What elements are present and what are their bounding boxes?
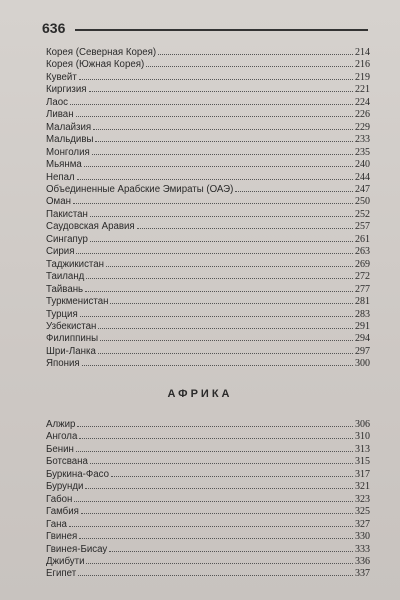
section-title-africa: АФРИКА [167,388,233,400]
toc-entry-name: Джибути [46,555,85,567]
toc-entry-name: Буркина-Фасо [46,468,109,480]
toc-entry-page: 330 [355,531,370,543]
toc-entry-name: Киргизия [46,84,87,96]
toc-entry [46,480,370,492]
toc-entry-name: Турция [46,308,78,320]
toc-entry-name: Непал [46,171,75,183]
africa-toc-list [46,418,370,580]
toc-entry [46,332,370,344]
toc-entry-page: 291 [355,320,370,332]
toc-entry [46,543,370,555]
toc-entry [46,567,370,579]
toc-leader-dots [79,530,353,539]
toc-entry [46,518,370,530]
toc-entry [46,71,370,83]
toc-entry-name: Оман [46,196,71,208]
toc-leader-dots [86,555,353,564]
toc-leader-dots [95,133,353,142]
toc-entry-name: Алжир [46,419,76,430]
toc-leader-dots [137,220,353,229]
toc-entry [46,493,370,505]
toc-leader-dots [69,518,353,527]
toc-entry [46,133,370,145]
toc-entry-name: Египет [46,568,77,580]
toc-entry [46,357,370,369]
toc-entry [46,308,370,320]
toc-entry [46,245,370,257]
toc-leader-dots [76,108,353,117]
toc-leader-dots [78,567,353,576]
toc-entry-page: 216 [355,59,370,71]
toc-entry [46,195,370,207]
toc-entry-page: 252 [355,208,370,220]
toc-entry-page: 310 [355,431,370,443]
toc-entry [46,83,370,95]
toc-leader-dots [80,308,353,317]
toc-leader-dots [81,505,353,514]
toc-entry [46,468,370,480]
toc-entry-name: Бенин [46,443,74,455]
toc-entry-page: 261 [355,233,370,245]
toc-entry-name: Филиппины [46,333,99,345]
toc-entry-name: Ливан [46,109,74,121]
toc-leader-dots [76,245,353,254]
toc-entry-page: 317 [355,468,370,480]
toc-entry-page: 300 [355,358,370,370]
toc-entry-name: Таиланд [46,271,85,283]
toc-leader-dots [98,345,353,354]
toc-entry-page: 294 [355,333,370,345]
toc-entry-name: Шри-Ланка [46,345,96,357]
toc-entry-page: 321 [355,481,370,493]
toc-entry [46,505,370,517]
toc-entry [46,158,370,170]
toc-leader-dots [92,146,353,155]
toc-entry-name: Гана [46,518,67,530]
toc-entry [46,146,370,158]
toc-leader-dots [109,543,353,552]
toc-entry-page: 250 [355,196,370,208]
toc-entry [46,208,370,220]
toc-entry-page: 336 [355,555,370,567]
toc-entry [46,183,370,195]
toc-entry-page: 221 [355,84,370,96]
toc-entry-name: Узбекистан [46,320,97,332]
toc-entry-name: Япония [46,358,80,370]
toc-leader-dots [106,258,353,267]
toc-entry-name: Саудовская Аравия [46,221,135,233]
toc-entry [46,430,370,442]
toc-entry-page: 323 [355,493,370,505]
toc-entry-name: Мальдивы [46,134,94,146]
toc-leader-dots [85,480,353,489]
toc-entry [46,530,370,542]
toc-entry [46,455,370,467]
asia-toc-list [46,46,370,370]
toc-entry-page: 313 [355,443,370,455]
toc-entry [46,283,370,295]
toc-entry [46,295,370,307]
toc-entry [46,270,370,282]
toc-entry-name: Ботсвана [46,456,88,468]
toc-entry-name: Габон [46,493,73,505]
toc-entry-name: Кувейт [46,71,77,83]
toc-leader-dots [93,121,353,130]
toc-entry-page: 277 [355,283,370,295]
toc-entry [46,345,370,357]
toc-leader-dots [235,183,353,192]
toc-entry-page: 244 [355,171,370,183]
toc-entry-name: Тайвань [46,283,84,295]
toc-entry [46,58,370,70]
toc-entry-page: 283 [355,308,370,320]
toc-entry-name: Бурунди [46,481,84,493]
page-header [42,20,368,36]
toc-entry-page: 333 [355,543,370,555]
toc-entry-page: 219 [355,71,370,83]
toc-entry-name: Сирия [46,246,75,258]
toc-leader-dots [86,270,353,279]
toc-entry-page: 272 [355,271,370,283]
toc-leader-dots [146,58,353,67]
toc-entry-name: Ангола [46,431,78,443]
toc-entry [46,443,370,455]
toc-leader-dots [84,158,353,167]
toc-leader-dots [77,418,353,427]
toc-entry [46,171,370,183]
toc-leader-dots [70,96,353,105]
toc-entry [46,233,370,245]
toc-leader-dots [90,208,353,217]
toc-leader-dots [77,171,353,180]
toc-entry-name: Малайзия [46,121,92,133]
toc-entry-page: 257 [355,221,370,233]
toc-entry-page: 226 [355,109,370,121]
page-number: 636 [42,20,66,36]
toc-entry-name: Таджикистан [46,258,104,270]
toc-entry-name: Объединенные Арабские Эмираты (ОАЭ) [46,183,234,195]
toc-leader-dots [110,295,353,304]
toc-leader-dots [98,320,353,329]
toc-entry-name: Гамбия [46,506,79,518]
toc-entry-name: Корея (Северная Корея) [46,47,157,58]
toc-leader-dots [79,71,353,80]
toc-leader-dots [82,357,353,366]
toc-entry [46,46,370,58]
toc-leader-dots [76,443,353,452]
toc-leader-dots [100,332,353,341]
toc-entry-page: 337 [355,568,370,580]
toc-leader-dots [158,46,353,55]
header-rule [75,29,368,31]
toc-entry-name: Лаос [46,96,68,108]
toc-entry-page: 229 [355,121,370,133]
toc-entry-name: Туркменистан [46,296,109,308]
toc-entry-name: Мьянма [46,159,82,171]
toc-entry-page: 306 [355,419,370,430]
toc-entry-page: 214 [355,47,370,58]
toc-entry-page: 240 [355,159,370,171]
toc-entry [46,418,370,430]
toc-leader-dots [90,455,353,464]
toc-entry-name: Корея (Южная Корея) [46,59,145,71]
toc-entry [46,96,370,108]
toc-entry [46,108,370,120]
toc-entry-page: 269 [355,258,370,270]
toc-leader-dots [89,83,354,92]
toc-leader-dots [90,233,353,242]
toc-entry [46,320,370,332]
toc-entry [46,555,370,567]
toc-leader-dots [73,195,353,204]
toc-entry [46,258,370,270]
toc-entry-page: 247 [355,183,370,195]
toc-leader-dots [74,493,353,502]
toc-entry-name: Пакистан [46,208,88,220]
toc-entry-page: 281 [355,296,370,308]
toc-entry [46,220,370,232]
toc-entry-page: 297 [355,345,370,357]
toc-leader-dots [79,430,353,439]
toc-entry-page: 325 [355,506,370,518]
toc-entry-page: 233 [355,134,370,146]
toc-entry-page: 224 [355,96,370,108]
toc-entry-page: 263 [355,246,370,258]
toc-entry-page: 327 [355,518,370,530]
toc-entry-name: Сингапур [46,233,88,245]
toc-entry [46,121,370,133]
toc-entry-name: Гвинея-Бисау [46,543,108,555]
toc-entry-page: 235 [355,146,370,158]
toc-leader-dots [85,283,353,292]
toc-leader-dots [111,468,353,477]
toc-entry-name: Монголия [46,146,90,158]
toc-entry-name: Гвинея [46,531,78,543]
toc-entry-page: 315 [355,456,370,468]
